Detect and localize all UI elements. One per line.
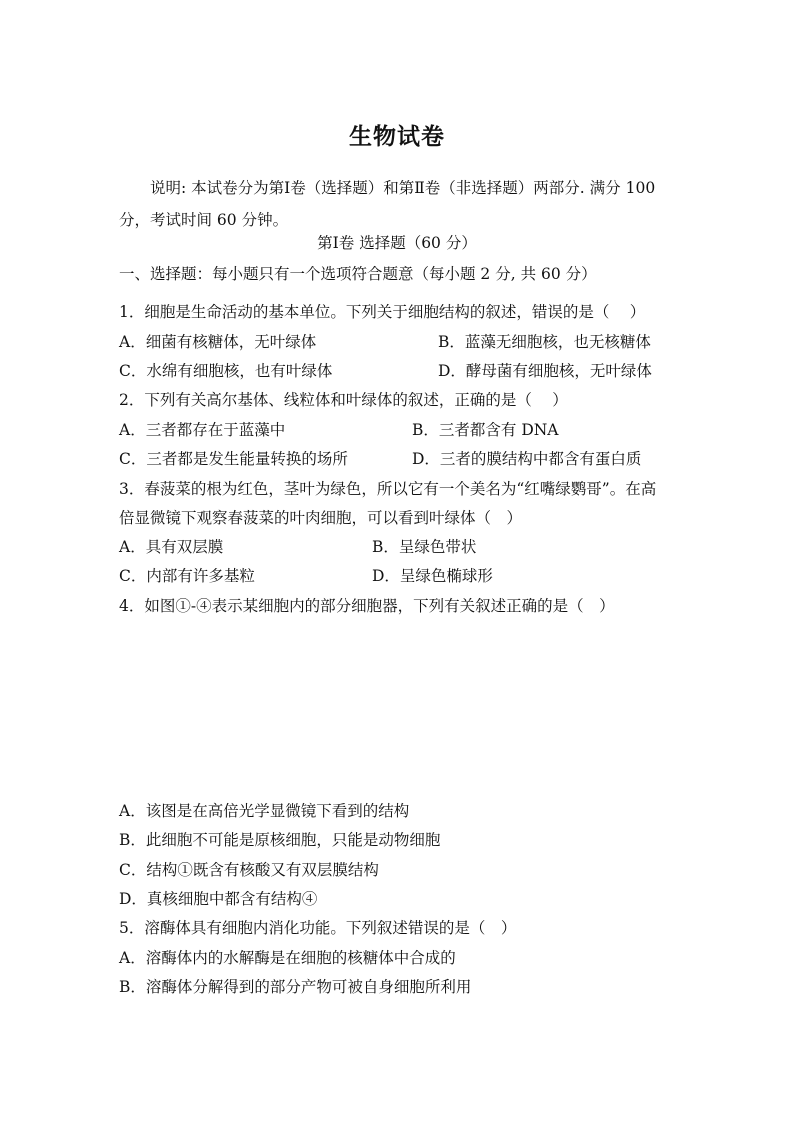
q1-option-a: A．细菌有核糖体，无叶绿体: [119, 333, 317, 351]
q2-option-d: D．三者的膜结构中都含有蛋白质: [412, 450, 642, 468]
intro-line-2: 分，考试时间 60 分钟。: [119, 211, 289, 229]
q5-option-a: A．溶酶体内的水解酶是在细胞的核糖体中合成的: [119, 949, 456, 967]
q3-option-a: A．具有双层膜: [119, 538, 224, 556]
q5-stem: 5．溶酶体具有细胞内消化功能。下列叙述错误的是（ ）: [119, 919, 517, 937]
q2-stem: 2．下列有关高尔基体、线粒体和叶绿体的叙述，正确的是（ ）: [119, 391, 568, 409]
q2-option-c: C．三者都是发生能量转换的场所: [119, 450, 348, 468]
page-title: 生物试卷: [349, 123, 445, 150]
q4-stem: 4．如图①-④表示某细胞内的部分细胞器，下列有关叙述正确的是（ ）: [119, 597, 615, 615]
q2-option-a: A．三者都存在于蓝藻中: [119, 421, 286, 439]
q4-option-c: C．结构①既含有核酸又有双层膜结构: [119, 861, 379, 879]
q4-figure-area: [119, 625, 679, 795]
section-heading: 第Ⅰ卷 选择题（60 分）: [317, 234, 477, 252]
q4-option-a: A．该图是在高倍光学显微镜下看到的结构: [119, 802, 410, 820]
q3-stem-line-1: 3．春菠菜的根为红色，茎叶为绿色，所以它有一个美名为“红嘴绿鹦哥”。在高: [119, 480, 657, 498]
q1-option-d: D．酵母菌有细胞核，无叶绿体: [438, 362, 652, 380]
q2-option-b: B．三者都含有 DNA: [412, 421, 559, 439]
part-heading: 一、选择题：每小题只有一个选项符合题意（每小题 2 分, 共 60 分）: [119, 265, 597, 283]
q5-option-b: B．溶酶体分解得到的部分产物可被自身细胞所利用: [119, 978, 472, 996]
q3-option-b: B．呈绿色带状: [372, 538, 477, 556]
q4-option-d: D．真核细胞中都含有结构④: [119, 890, 318, 908]
q3-option-d: D．呈绿色椭球形: [372, 567, 493, 585]
intro-line-1: 说明: 本试卷分为第Ⅰ卷（选择题）和第Ⅱ卷（非选择题）两部分. 满分 100: [150, 179, 656, 197]
q1-stem: 1．细胞是生命活动的基本单位。下列关于细胞结构的叙述，错误的是（ ）: [119, 303, 646, 321]
q3-option-c: C．内部有许多基粒: [119, 567, 255, 585]
q3-stem-line-2: 倍显微镜下观察春菠菜的叶肉细胞，可以看到叶绿体（ ）: [119, 509, 523, 527]
q1-option-b: B．蓝藻无细胞核，也无核糖体: [438, 333, 651, 351]
q1-option-c: C．水绵有细胞核，也有叶绿体: [119, 362, 333, 380]
q4-option-b: B．此细胞不可能是原核细胞，只能是动物细胞: [119, 831, 441, 849]
